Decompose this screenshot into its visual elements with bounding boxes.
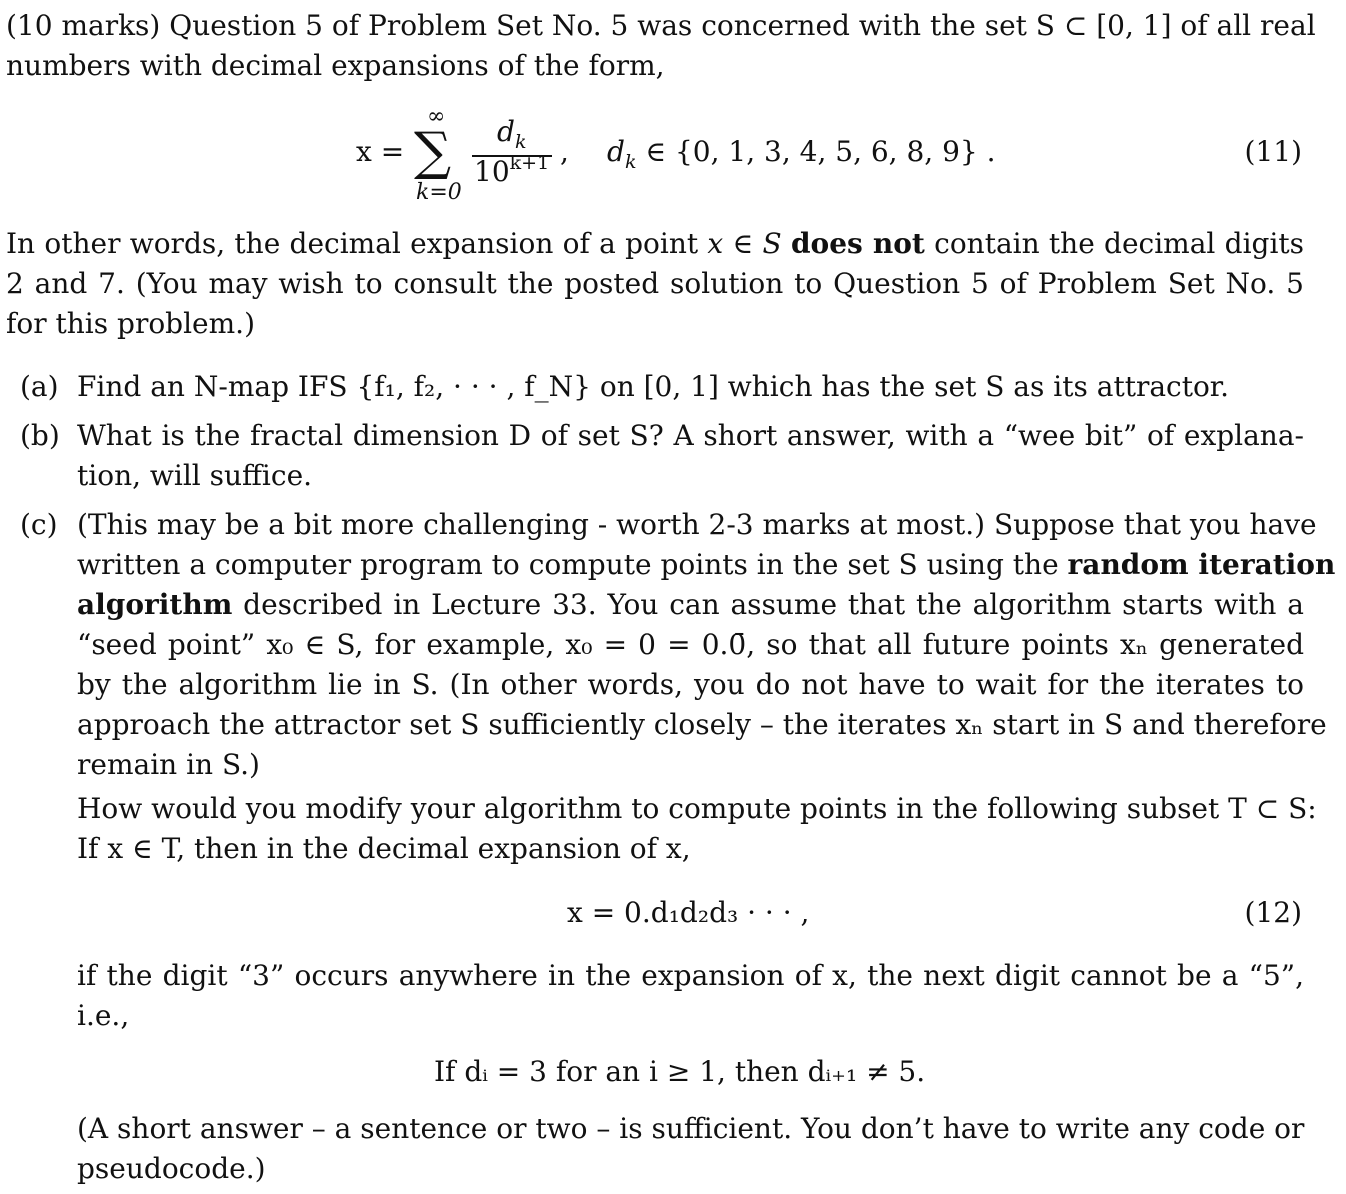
part-c-line-6: approach the attractor set S sufficiently closely – the iterates xₙ start in S and therefore bbox=[77, 708, 1327, 741]
intro-line-1: (10 marks) Question 5 of Problem Set No. 5 was concerned with the set S ⊂ [0, 1] of all real bbox=[6, 9, 1316, 42]
part-c-line-3: algorithm described in Lecture 33. You can assume that the algorithm starts with a bbox=[77, 588, 1304, 621]
part-b-line-1: What is the fractal dimension D of set S? A short answer, with a “wee bit” of explana- bbox=[77, 419, 1304, 452]
eq11-sum-symbol: ∑ bbox=[414, 122, 452, 182]
part-a-text: Find an N-map IFS {f₁, f₂, · · · , f_N} on [0, 1] which has the set S as its attractor. bbox=[77, 370, 1230, 403]
para2-line-1: In other words, the decimal expansion of a point x ∈ S does not contain the decimal digits bbox=[6, 227, 1305, 260]
part-c-line-2: written a computer program to compute points in the set S using the random iteration bbox=[77, 548, 1336, 581]
eq11-sum-lower: k=0 bbox=[416, 180, 462, 205]
part-c-line-7: remain in S.) bbox=[77, 748, 260, 781]
after12-line-1: if the digit “3” occurs anywhere in the expansion of x, the next digit cannot be a “5”, bbox=[77, 959, 1304, 992]
eq11-denominator: $10^{k+1}$ bbox=[474, 152, 550, 188]
para2-line-3: for this problem.) bbox=[6, 307, 256, 340]
eq11-sum-upper: ∞ bbox=[427, 104, 446, 129]
condition-statement: If dᵢ = 3 for an i ≥ 1, then dᵢ₊₁ ≠ 5. bbox=[434, 1055, 926, 1088]
eq11-rhs: $d_k$ ∈ {0, 1, 3, 4, 5, 6, 8, 9} . bbox=[607, 135, 996, 173]
part-c-line-8: How would you modify your algorithm to compute points in the following subset T ⊂ S: bbox=[77, 792, 1317, 825]
part-b-line-2: tion, will suffice. bbox=[77, 459, 313, 492]
eq11-comma: , bbox=[560, 135, 569, 168]
closing-line-2: pseudocode.) bbox=[77, 1152, 266, 1185]
eq12-number: (12) bbox=[1244, 896, 1302, 929]
part-c-line-1: (This may be a bit more challenging - worth 2-3 marks at most.) Suppose that you have bbox=[77, 508, 1317, 541]
eq11-numerator: $d_k$ bbox=[497, 115, 527, 153]
para2-line-2: 2 and 7. (You may wish to consult the posted solution to Question 5 of Problem Set No. 5 bbox=[6, 267, 1304, 300]
intro-line-2: numbers with decimal expansions of the form, bbox=[6, 49, 665, 82]
eq11-lhs: x = bbox=[356, 135, 405, 168]
part-c-line-9: If x ∈ T, then in the decimal expansion of x, bbox=[77, 832, 691, 865]
part-b-label: (b) bbox=[20, 419, 60, 452]
eq11-number: (11) bbox=[1244, 135, 1302, 168]
part-a-label: (a) bbox=[20, 370, 59, 403]
part-c-line-4: “seed point” x₀ ∈ S, for example, x₀ = 0 = 0.0̄, so that all future points xₙ generated bbox=[77, 628, 1304, 661]
after12-line-2: i.e., bbox=[77, 999, 130, 1032]
part-c-line-5: by the algorithm lie in S. (In other words, you do not have to wait for the iterates to bbox=[77, 668, 1304, 701]
part-c-label: (c) bbox=[20, 508, 58, 541]
closing-line-1: (A short answer – a sentence or two – is sufficient. You don’t have to write any code or bbox=[77, 1112, 1305, 1145]
eq12-expression: x = 0.d₁d₂d₃ · · · , bbox=[567, 896, 810, 929]
